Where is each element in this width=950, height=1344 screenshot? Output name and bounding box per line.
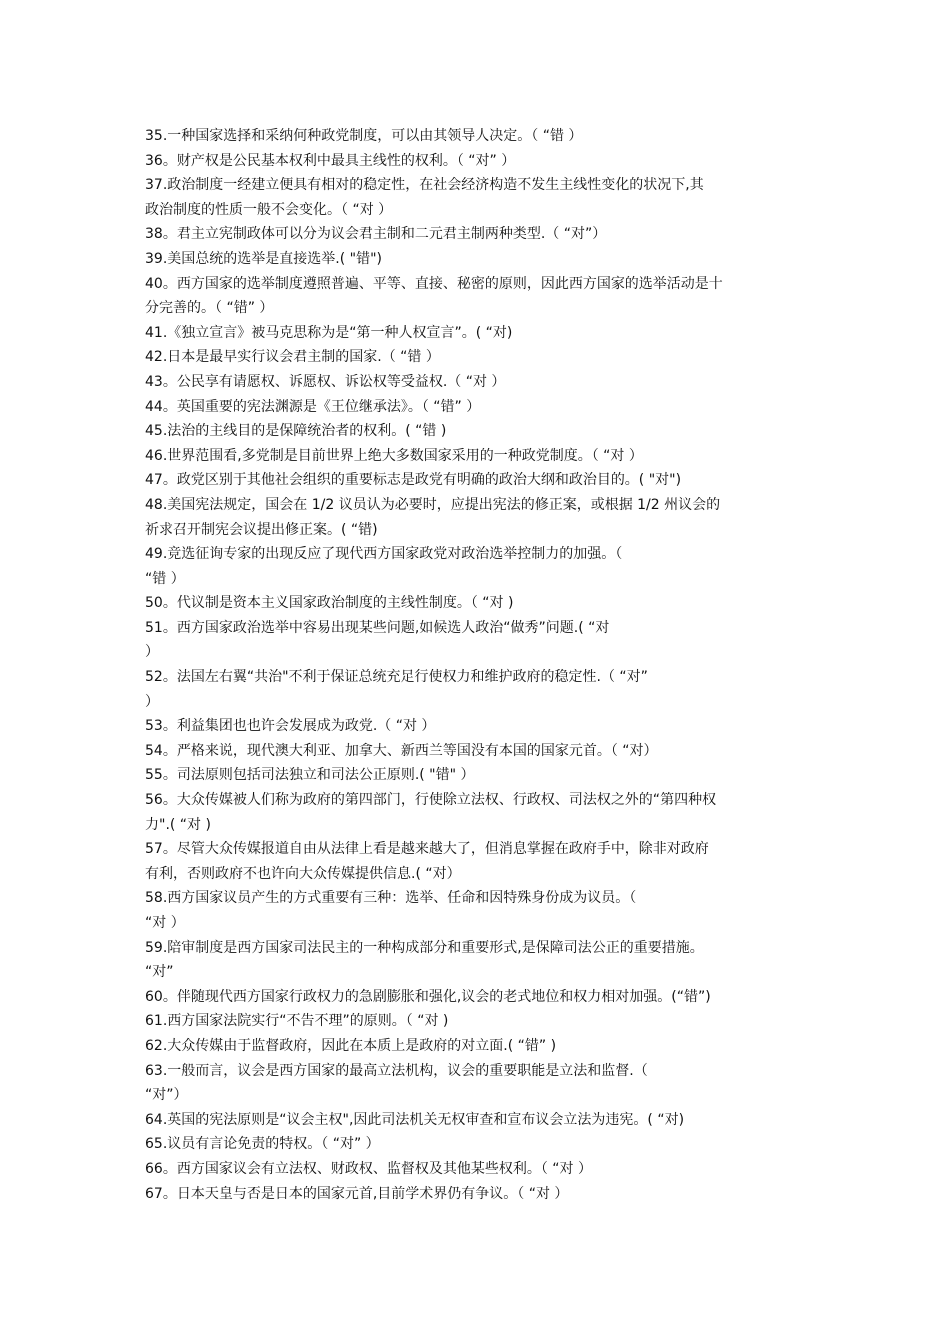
text-line: 63.一般而言，议会是西方国家的最高立法机构，议会的重要职能是立法和监督.（: [145, 1062, 648, 1079]
text-line: 53。利益集团也也许会发展成为政党.（ “对 ）: [145, 718, 436, 735]
text-line: 45.法治的主线目的是保障统治者的权利。( “错 ): [145, 423, 447, 440]
text-line: 49.竞选征询专家的出现反应了现代西方国家政党对政治选举控制力的加强。（: [145, 546, 623, 563]
text-line: 政治制度的性质一般不会变化。（ “对 ）: [145, 201, 393, 218]
text-line: 39.美国总统的选举是直接选举.( "错"): [145, 250, 382, 267]
text-line: 37.政治制度一经建立便具有相对的稳定性，在社会经济构造不发生主线性变化的状况下,其: [145, 177, 704, 194]
text-line: “对 ）: [145, 915, 185, 931]
text-line: “对”）: [145, 1087, 188, 1104]
text-line: 48.美国宪法规定，国会在 1/2 议员认为必要时，应提出宪法的修正案，或根据 1/2 州议会的: [145, 496, 721, 513]
text-line: 40。西方国家的选举制度遵照普遍、平等、直接、秘密的原则，因此西方国家的选举活动是十: [145, 275, 723, 292]
text-line: 36。财产权是公民基本权利中最具主线性的权利。（ “对” ）: [145, 152, 516, 169]
text-line: 41.《独立宣言》被马克思称为是“第一种人权宣言”。( “对): [145, 324, 513, 341]
text-line: “对”: [145, 964, 174, 981]
text-line: 55。司法原则包括司法独立和司法公正原则.( "错" ）: [145, 767, 475, 784]
text-line: 50。代议制是资本主义国家政治制度的主线性制度。（ “对 ): [145, 595, 514, 612]
text-line: 力".( “对 ): [145, 816, 211, 833]
text-line: 有利，否则政府不也许向大众传媒提供信息.( “对）: [145, 865, 461, 882]
text-line: 58.西方国家议员产生的方式重要有三种：选举、任命和因特殊身份成为议员。（: [145, 890, 637, 907]
text-line: 60。伴随现代西方国家行政权力的急剧膨胀和强化,议会的老式地位和权力相对加强。(“错”): [145, 988, 711, 1005]
text-line: 56。大众传媒被人们称为政府的第四部门，行使除立法权、行政权、司法权之外的“第四种权: [145, 792, 717, 809]
text-line: 38。君主立宪制政体可以分为议会君主制和二元君主制两种类型.（ “对”）: [145, 226, 607, 243]
text-line: ）: [145, 644, 159, 661]
text-line: “错 ）: [145, 570, 185, 587]
text-line: 47。政党区别于其他社会组织的重要标志是政党有明确的政治大纲和政治目的。( "对"): [145, 472, 682, 489]
text-line: 44。英国重要的宪法渊源是《王位继承法》。（ “错” ）: [145, 398, 481, 415]
text-line: 46.世界范围看,多党制是目前世界上绝大多数国家采用的一种政党制度。（ “对 ）: [145, 447, 643, 464]
text-line: 66。西方国家议会有立法权、财政权、监督权及其他某些权利。（ “对 ）: [145, 1160, 592, 1177]
text-line: 42.日本是最早实行议会君主制的国家.（ “错 ）: [145, 349, 440, 366]
text-line: 62.大众传媒由于监督政府，因此在本质上是政府的对立面.( “错” ): [145, 1037, 557, 1054]
text-line: 分完善的。（ “错” ）: [145, 300, 274, 317]
text-line: 54。严格来说，现代澳大利亚、加拿大、新西兰等国没有本国的国家元首。（ “对）: [145, 742, 658, 759]
text-line: 51。西方国家政治选举中容易出现某些问题,如候选人政治“做秀”问题.( “对: [145, 619, 610, 636]
text-line: 64.英国的宪法原则是“议会主权",因此司法机关无权审查和宣布议会立法为违宪。( “对): [145, 1111, 685, 1128]
text-line: 52。法国左右翼“共治"不利于保证总统充足行使权力和维护政府的稳定性.（ “对”: [145, 669, 648, 686]
text-line: 67。日本天皇与否是日本的国家元首,目前学术界仍有争议。（ “对 ）: [145, 1185, 569, 1202]
text-line: 61.西方国家法院实行“不告不理”的原则。（ “对 ): [145, 1013, 449, 1030]
text-line: ）: [145, 693, 159, 710]
text-line: 57。尽管大众传媒报道自由从法律上看是越来越大了，但消息掌握在政府手中，除非对政府: [145, 841, 709, 858]
text-line: 59.陪审制度是西方国家司法民主的一种构成部分和重要形式,是保障司法公正的重要措施。: [145, 939, 704, 956]
document-body: [145, 124, 810, 1206]
text-line: 祈求召开制宪会议提出修正案。( “错): [145, 521, 378, 538]
text-line: 65.议员有言论免责的特权。（ “对” ）: [145, 1136, 380, 1153]
text-line: 35.一种国家选择和采纳何种政党制度，可以由其领导人决定。（ “错 ）: [145, 128, 583, 144]
text-line: 43。公民享有请愿权、诉愿权、诉讼权等受益权.（ “对 ）: [145, 373, 506, 390]
